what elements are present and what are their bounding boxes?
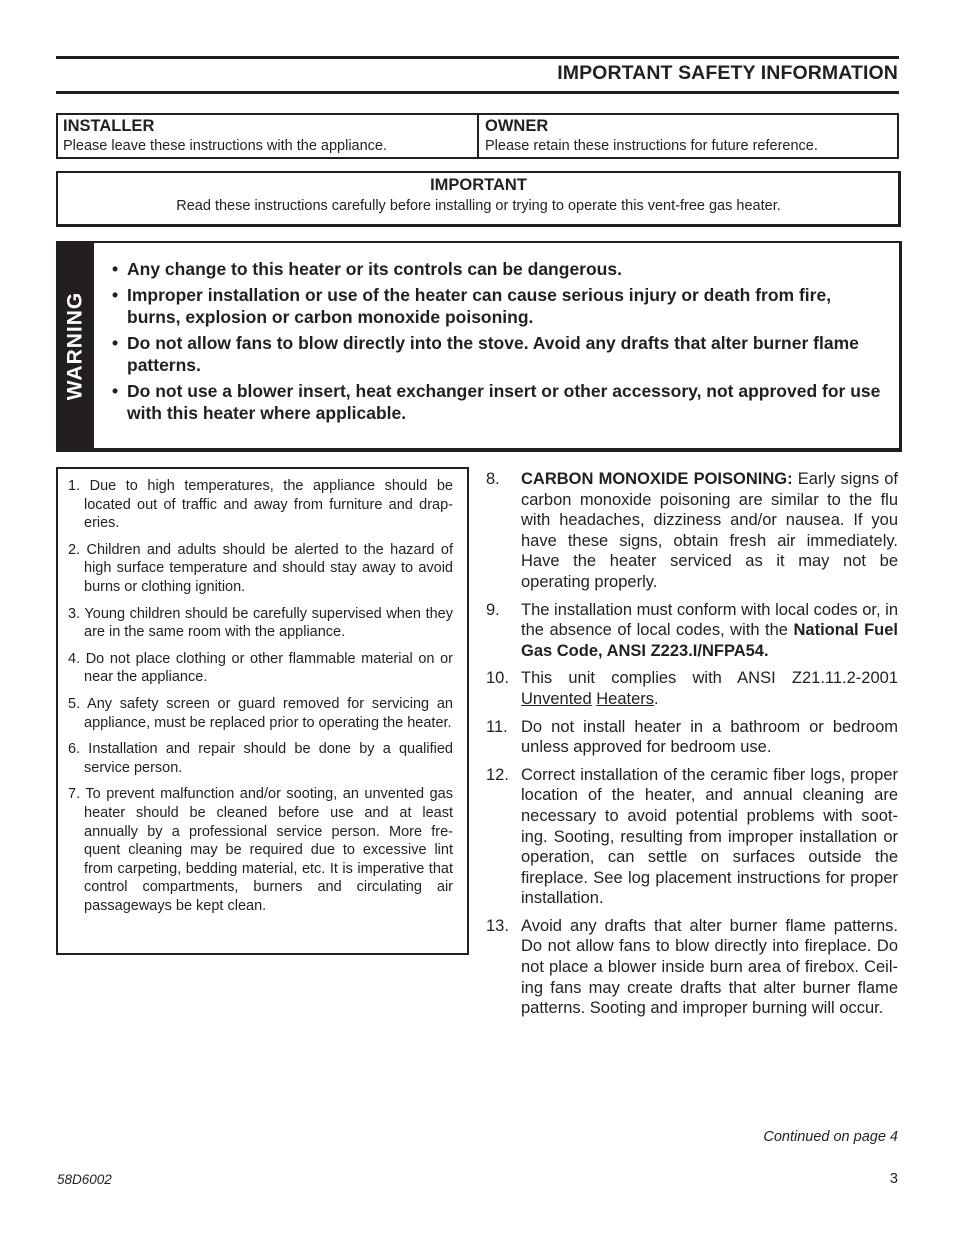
item-number: 10. — [486, 669, 509, 688]
item-text: Correct installation of the ceramic fiber logs, proper location of the heater, and annual cleaning are necessary to avoid potential problems with soot-ing. Sooting, resulting from improper installation or operation, can settle on surfaces outside the fireplace. See log placement instructions for proper installation. — [521, 765, 898, 908]
item-number: 9. — [486, 600, 500, 619]
document-number: 58D6002 — [57, 1172, 112, 1187]
safety-item: 3. Young children should be carefully supervised when they are in the same room with the appliance. — [68, 605, 453, 641]
warning-item: • Any change to this heater or its controls can be dangerous. — [112, 258, 882, 280]
item-number: 12. — [486, 765, 509, 784]
owner-text: Please retain these instructions for future reference. — [485, 138, 818, 154]
warning-list — [112, 258, 882, 428]
instruction-item-10 — [486, 668, 898, 709]
owner-heading: OWNER — [485, 117, 549, 135]
instruction-item-11 — [486, 717, 898, 758]
instruction-item-8 — [486, 469, 898, 593]
installer-owner-divider — [477, 113, 479, 159]
instructions-list — [486, 469, 898, 1026]
continued-note: Continued on page 4 — [763, 1129, 898, 1145]
item-number: 13. — [486, 916, 509, 935]
safety-item: 6. Installation and repair should be done by a qualified service person. — [68, 741, 453, 776]
item-text: This unit complies with ANSI Z21.11.2-2001 — [521, 669, 898, 688]
item-text: Avoid any drafts that alter burner flame patterns. Do not allow fans to blow directly into fireplace. Do not place a blower inside burn area of firebox. Ceil-ing fans may create drafts that alter burner flame patterns. Sooting and improper burning will occur. — [521, 916, 898, 1018]
page-title: IMPORTANT SAFETY INFORMATION — [557, 62, 898, 84]
item-text: Do not install heater in a bathroom or bedroom unless approved for bedroom use. — [521, 717, 898, 757]
installer-heading: INSTALLER — [63, 117, 155, 135]
instruction-item-13 — [486, 916, 898, 1019]
page-number: 3 — [889, 1171, 898, 1187]
installer-text: Please leave these instructions with the appliance. — [63, 138, 388, 154]
instruction-item-9 — [486, 600, 898, 662]
item-number: 8. — [486, 470, 500, 488]
item-text: Early signs of carbon monoxide poisoning are similar to the flu with headaches, dizziness and/or nausea. If you have these signs, obtain fresh air immediately. Have the heater serviced as it may not be operating properly. — [521, 470, 898, 591]
safety-item: 4. Do not place clothing or other flammable material on or near the appliance. — [68, 650, 453, 686]
header-rule-bottom — [56, 91, 899, 94]
item-underlined-text: Unvented — [521, 689, 592, 708]
item-bold-text: CARBON MONOXIDE POISONING: — [521, 470, 793, 488]
warning-item: • Do not use a blower insert, heat exchanger insert or other accessory, not approved for use with this heater where applicable. — [112, 380, 882, 424]
warning-item: • Do not allow fans to blow directly into the stove. Avoid any drafts that alter burner flame patterns. — [112, 332, 882, 376]
item-number: 11. — [486, 717, 508, 736]
item-text: The installation must conform with local codes or, in the absence of local codes, with the — [521, 600, 898, 640]
instruction-item-12 — [486, 765, 898, 909]
warning-item: • Improper installation or use of the heater can cause serious injury or death from fire, burns, explosion or carbon monoxide poisoning. — [112, 284, 882, 328]
safety-item: 7. To prevent malfunction and/or sooting, an unvented gas heater should be cleaned before use and at least annually by a professional service person. More fre-quent cleaning may be required due to excessive lint from carpeting, bedding material, etc. It is imperative that control compartments, burners and circulating air passageways be kept clean. — [68, 786, 453, 914]
warning-label-text: WARNING — [63, 291, 86, 401]
safety-item: 5. Any safety screen or guard removed for servicing an appliance, must be replaced prior to operating the heater. — [68, 695, 453, 731]
item-bold-text: National Fuel Gas Code, ANSI Z223.I/NFPA54. — [521, 621, 899, 660]
safety-list — [68, 477, 453, 923]
header-rule-top — [56, 56, 899, 59]
important-heading: IMPORTANT — [430, 176, 527, 194]
important-text: Read these instructions carefully before installing or trying to operate this vent-free gas heater. — [176, 198, 781, 214]
warning-label — [56, 241, 94, 451]
safety-item: 1. Due to high temperatures, the appliance should be located out of traffic and away from furniture and drap-eries. — [68, 478, 453, 532]
item-underlined-text: Heaters — [596, 689, 655, 708]
safety-item: 2. Children and adults should be alerted to the hazard of high surface temperature and should stay away to avoid burns or clothing ignition. — [68, 541, 453, 595]
item-end: . — [654, 689, 659, 708]
